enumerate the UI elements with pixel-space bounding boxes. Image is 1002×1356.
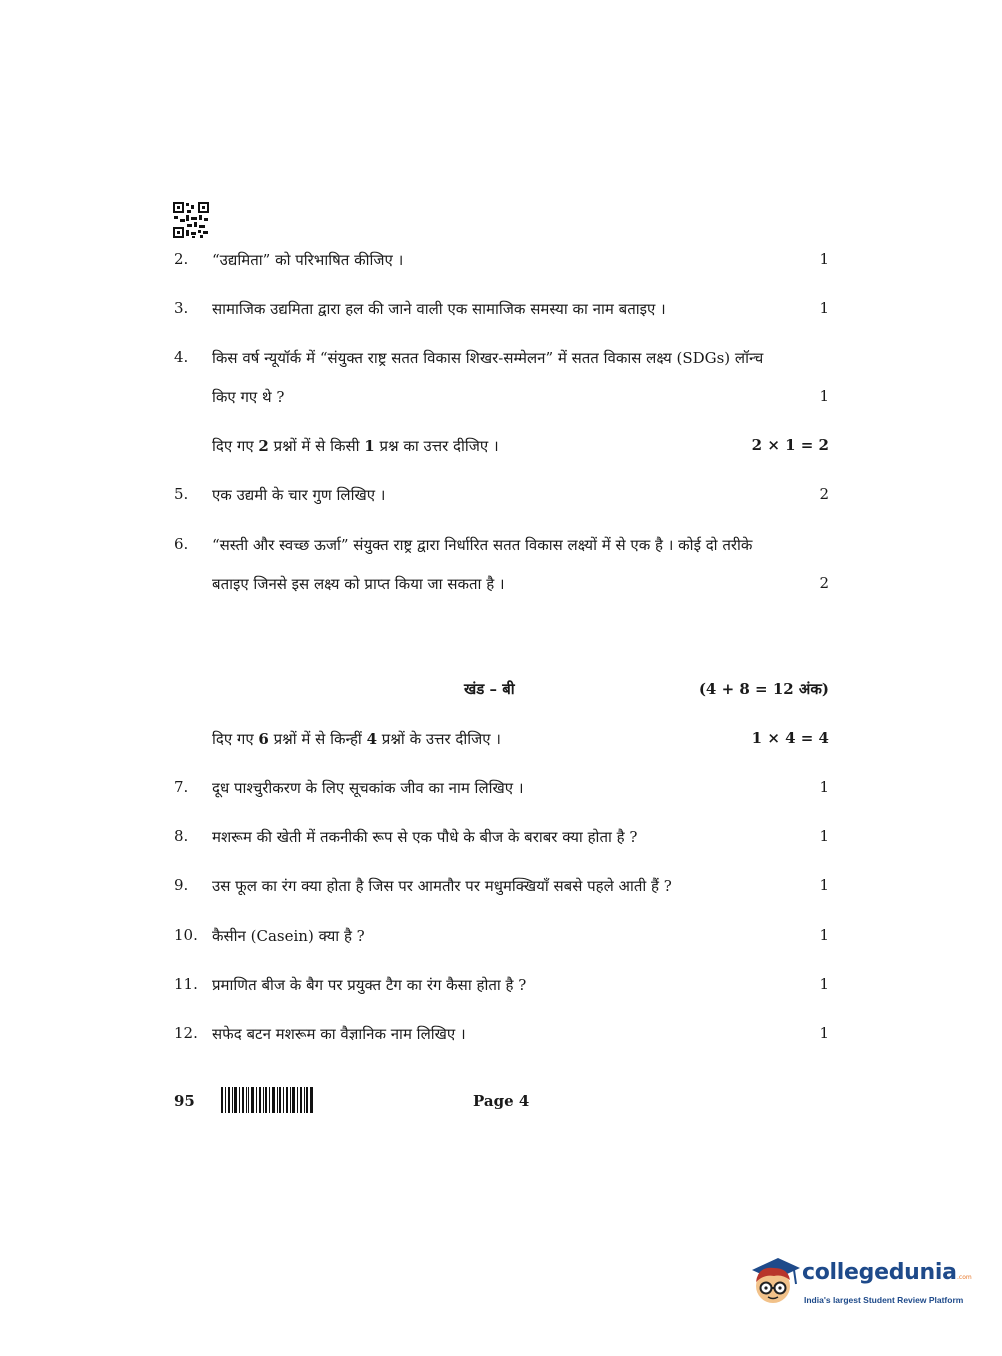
question-number: 11. <box>174 975 198 993</box>
question-text-line1: “सस्ती और स्वच्छ ऊर्जा” संयुक्त राष्ट्र द्वारा निर्धारित सतत विकास लक्ष्यों में से एक है । कोई दो तरीके <box>212 536 753 554</box>
mascot-icon <box>744 1252 802 1312</box>
question-marks: 1 <box>819 926 829 944</box>
section-instruction <box>212 436 499 456</box>
question-marks: 2 <box>819 574 829 592</box>
question-text: उस फूल का रंग क्या होता है जिस पर आमतौर पर मधुमक्खियाँ सबसे पहले आती हैं ? <box>212 877 672 895</box>
instruction-post: प्रश्न का उत्तर दीजिए । <box>374 437 499 455</box>
question-text: एक उद्यमी के चार गुण लिखिए । <box>212 486 386 504</box>
logo-tagline: India's largest Student Review Platform <box>804 1295 964 1305</box>
question-marks: 1 <box>819 827 829 845</box>
question-text-line2: किए गए थे ? <box>212 388 285 406</box>
qr-code-icon <box>172 201 210 239</box>
question-marks: 1 <box>819 387 829 405</box>
question-number: 9. <box>174 876 189 894</box>
section-title: खंड – बी <box>464 680 515 698</box>
section-instruction <box>212 729 501 749</box>
question-marks: 1 <box>819 250 829 268</box>
instruction-post: प्रश्नों के उत्तर दीजिए । <box>377 730 501 748</box>
question-number: 10. <box>174 926 198 944</box>
logo-suffix: .com <box>957 1274 972 1281</box>
barcode-icon <box>221 1087 313 1113</box>
question-text: सामाजिक उद्यमिता द्वारा हल की जाने वाली एक सामाजिक समस्या का नाम बताइए । <box>212 300 666 318</box>
instruction-mid: प्रश्नों में से किन्हीं <box>268 730 367 748</box>
paper-code: 95 <box>174 1092 195 1110</box>
instruction-pre: दिए गए <box>212 730 259 748</box>
question-number: 6. <box>174 535 189 553</box>
question-number: 5. <box>174 485 189 503</box>
question-text: सफेद बटन मशरूम का वैज्ञानिक नाम लिखिए । <box>212 1025 466 1043</box>
instruction-marks: 2 × 1 = 2 <box>751 436 829 454</box>
question-number: 2. <box>174 250 189 268</box>
instruction-count: 6 <box>258 730 269 748</box>
instruction-choice: 4 <box>366 730 378 748</box>
logo-wordmark: collegedunia <box>802 1260 957 1285</box>
question-marks: 1 <box>819 299 829 317</box>
question-number: 4. <box>174 348 189 366</box>
question-text: मशरूम की खेती में तकनीकी रूप से एक पौधे के बीज के बराबर क्या होता है ? <box>212 828 638 846</box>
question-marks: 1 <box>819 975 829 993</box>
question-text: प्रमाणित बीज के बैग पर प्रयुक्त टैग का रंग कैसा होता है ? <box>212 976 527 994</box>
question-text: दूध पाश्चुरीकरण के लिए सूचकांक जीव का नाम लिखिए । <box>212 779 524 797</box>
collegedunia-logo <box>744 1252 970 1322</box>
question-marks: 1 <box>819 876 829 894</box>
instruction-marks: 1 × 4 = 4 <box>751 729 829 747</box>
question-number: 12. <box>174 1024 198 1042</box>
question-marks: 2 <box>819 485 829 503</box>
section-marks: (4 + 8 = 12 अंक) <box>698 680 829 698</box>
question-text: “उद्यमिता” को परिभाषित कीजिए । <box>212 251 404 269</box>
question-marks: 1 <box>819 1024 829 1042</box>
instruction-pre: दिए गए <box>212 437 259 455</box>
instruction-count: 2 <box>258 437 269 455</box>
question-text: कैसीन (Casein) क्या है ? <box>212 927 365 945</box>
page-number: Page 4 <box>473 1092 530 1110</box>
question-number: 8. <box>174 827 189 845</box>
question-marks: 1 <box>819 778 829 796</box>
question-number: 7. <box>174 778 189 796</box>
question-text-line2: बताइए जिनसे इस लक्ष्य को प्राप्त किया जा सकता है । <box>212 575 505 593</box>
instruction-mid: प्रश्नों में से किसी <box>268 437 365 455</box>
question-text-line1: किस वर्ष न्यूयॉर्क में “संयुक्त राष्ट्र सतत विकास शिखर-सम्मेलन” में सतत विकास लक्ष्य (SDGs) लॉन्च <box>212 349 764 367</box>
instruction-choice: 1 <box>364 437 375 455</box>
question-number: 3. <box>174 299 189 317</box>
